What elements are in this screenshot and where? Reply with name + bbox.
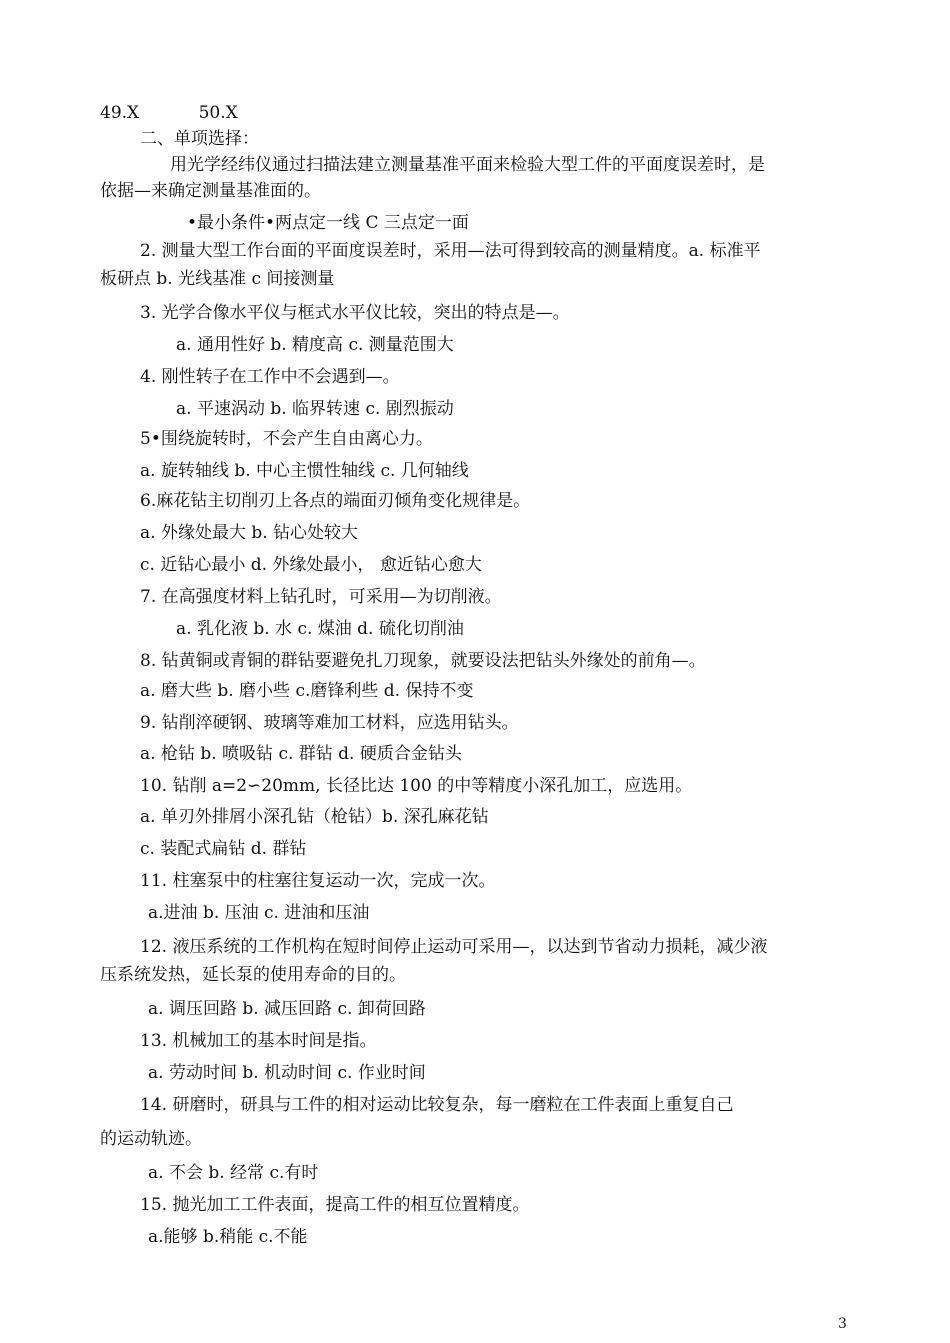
question-9-text: 9. 钻削淬硬钢、玻璃等难加工材料，应选用钻头。 <box>140 713 519 733</box>
question-8-options: a. 磨大些 b. 磨小些 c.磨锋利些 d. 保持不变 <box>140 681 474 701</box>
question-13-options: a. 劳动时间 b. 机动时间 c. 作业时间 <box>148 1063 426 1083</box>
question-5-text: 5•围绕旋转时，不会产生自由离心力。 <box>140 429 433 449</box>
question-14-options: a. 不会 b. 经常 c.有时 <box>148 1163 319 1183</box>
question-11-text: 11. 柱塞泵中的柱塞往复运动一次，完成一次。 <box>140 871 496 891</box>
question-10-options-a: a. 单刃外排屑小深孔钻（枪钻）b. 深孔麻花钻 <box>140 807 489 827</box>
question-5-options: a. 旋转轴线 b. 中心主惯性轴线 c. 几何轴线 <box>140 461 469 481</box>
question-6-text: 6.麻花钻主切削刃上各点的端面刃倾角变化规律是。 <box>140 491 531 511</box>
question-6-options-c: c. 近钻心最小 d. 外缘处最小， 愈近钻心愈大 <box>140 555 482 575</box>
question-7-options: a. 乳化液 b. 水 c. 煤油 d. 硫化切削油 <box>176 619 464 639</box>
question-1-options: •最小条件•两点定一线 C 三点定一面 <box>187 213 469 233</box>
question-12-options: a. 调压回路 b. 减压回路 c. 卸荷回路 <box>148 999 426 1019</box>
question-8-text: 8. 钻黄铜或青铜的群钻要避免扎刀现象，就要设法把钻头外缘处的前角—。 <box>140 651 706 671</box>
question-12-text: 12. 液压系统的工作机构在短时间停止运动可采用—，以达到节省动力损耗，减少液 <box>140 937 768 957</box>
answer-line: 49.X 50.X <box>100 103 238 123</box>
question-15-options: a.能够 b.稍能 c.不能 <box>148 1227 308 1247</box>
question-2-text-cont: 板研点 b. 光线基准 c 间接测量 <box>100 269 335 289</box>
question-9-options: a. 枪钻 b. 喷吸钻 c. 群钻 d. 硬质合金钻头 <box>140 744 462 764</box>
question-11-options: a.进油 b. 压油 c. 进油和压油 <box>148 903 370 923</box>
question-14-text: 14. 研磨时，研具与工件的相对运动比较复杂，每一磨粒在工件表面上重复自己 <box>140 1095 734 1115</box>
question-3-options: a. 通用性好 b. 精度高 c. 测量范围大 <box>176 335 454 355</box>
question-1-text: 用光学经纬仪通过扫描法建立测量基准平面来检验大型工件的平面度误差时，是 <box>170 155 765 175</box>
question-3-text: 3. 光学合像水平仪与框式水平仪比较，突出的特点是—。 <box>140 303 570 323</box>
question-7-text: 7. 在高强度材料上钻孔时，可采用—为切削液。 <box>140 587 502 607</box>
page-number: 3 <box>838 1316 847 1332</box>
question-10-text: 10. 钻削 a=2∽20mm, 长径比达 100 的中等精度小深孔加工，应选用。 <box>140 776 693 796</box>
question-14-text-cont: 的运动轨迹。 <box>100 1129 202 1149</box>
question-13-text: 13. 机械加工的基本时间是指。 <box>140 1031 377 1051</box>
question-15-text: 15. 抛光加工工件表面，提高工件的相互位置精度。 <box>140 1195 530 1215</box>
section-heading: 二、单项选择： <box>140 129 259 149</box>
question-12-text-cont: 压系统发热，延长泵的使用寿命的目的。 <box>100 965 406 985</box>
question-10-options-c: c. 装配式扁钻 d. 群钻 <box>140 839 307 859</box>
question-1-text-cont: 依据—来确定测量基准面的。 <box>100 181 321 201</box>
question-2-text: 2. 测量大型工作台面的平面度误差时，采用—法可得到较高的测量精度。a. 标准平 <box>140 241 761 261</box>
question-4-text: 4. 刚性转子在工作中不会遇到—。 <box>140 367 400 387</box>
question-4-options: a. 平速涡动 b. 临界转速 c. 剧烈振动 <box>176 399 454 419</box>
question-6-options-a: a. 外缘处最大 b. 钻心处较大 <box>140 523 359 543</box>
